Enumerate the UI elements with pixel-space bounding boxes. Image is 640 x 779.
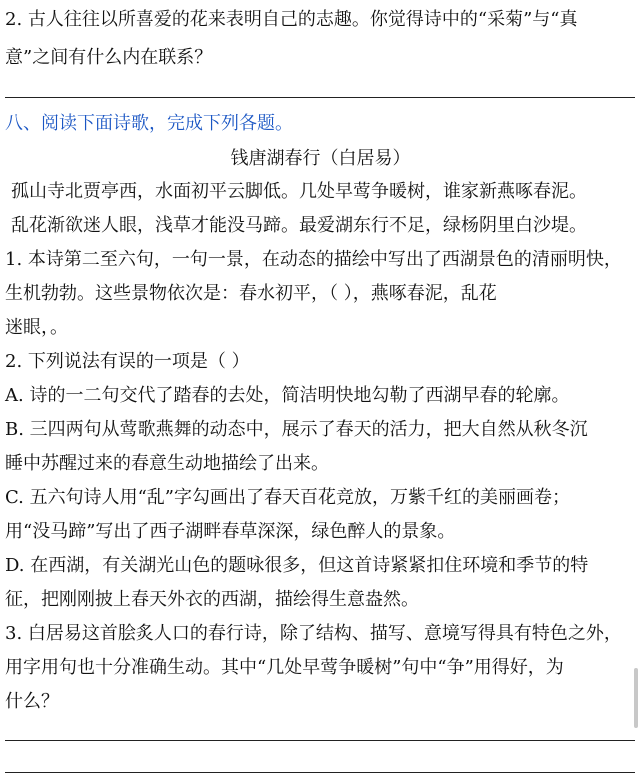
q2-option-c-line-1: C. 五六句诗人用“乱”字勾画出了春天百花竞放，万紫千红的美丽画卷； — [5, 487, 570, 508]
q2-prev-line-1: 2. 古人往往以所喜爱的花来表明自己的志趣。你觉得诗中的“采菊”与“真 — [5, 9, 578, 30]
q1-line-2: 生机勃勃。这些景物依次是：春水初平，（ ），燕啄春泥，乱花 — [5, 283, 497, 304]
answer-line — [5, 740, 635, 741]
q2-option-d-line-1: D. 在西湖，有关湖光山色的题咏很多，但这首诗紧紧扣住环境和季节的特 — [5, 555, 589, 576]
answer-line — [5, 97, 635, 98]
poem-title: 钱唐湖春行（白居易） — [230, 148, 411, 169]
q2-option-b-line-1: B. 三四两句从莺歌燕舞的动态中，展示了春天的活力，把大自然从秋冬沉 — [5, 419, 588, 440]
q2-option-a: A. 诗的一二句交代了踏春的去处，简洁明快地勾勒了西湖早春的轮廓。 — [5, 385, 570, 406]
q2-prev-line-2: 意”之间有什么内在联系？ — [5, 47, 213, 68]
q2-option-b-line-2: 睡中苏醒过来的春意生动地描绘了出来。 — [5, 453, 329, 474]
poem-line-2: 乱花渐欲迷人眼，浅草才能没马蹄。最爱湖东行不足，绿杨阴里白沙堤。 — [11, 215, 587, 236]
section-heading: 八、阅读下面诗歌，完成下列各题。 — [5, 113, 293, 134]
scrollbar[interactable] — [634, 668, 638, 728]
q3-line-2: 用字用句也十分准确生动。其中“几处早莺争暖树”句中“争”用得好，为 — [5, 657, 564, 678]
q2-option-d-line-2: 征，把刚刚披上春天外衣的西湖，描绘得生意盎然。 — [5, 589, 419, 610]
q2-stem: 2. 下列说法有误的一项是（ ） — [5, 351, 250, 372]
q3-line-3: 什么？ — [5, 691, 59, 712]
q3-line-1: 3. 白居易这首脍炙人口的春行诗，除了结构、描写、意境写得具有特色之外， — [5, 623, 622, 644]
q1-line-3: 迷眼，。 — [5, 317, 68, 338]
q2-option-c-line-2: 用“没马蹄”写出了西子湖畔春草深深，绿色醉人的景象。 — [5, 521, 456, 542]
answer-line — [5, 772, 635, 773]
poem-line-1: 孤山寺北贾亭西，水面初平云脚低。几处早莺争暖树，谁家新燕啄春泥。 — [11, 181, 587, 202]
q1-line-1: 1. 本诗第二至六句，一句一景，在动态的描绘中写出了西湖景色的清丽明快， — [5, 249, 622, 270]
